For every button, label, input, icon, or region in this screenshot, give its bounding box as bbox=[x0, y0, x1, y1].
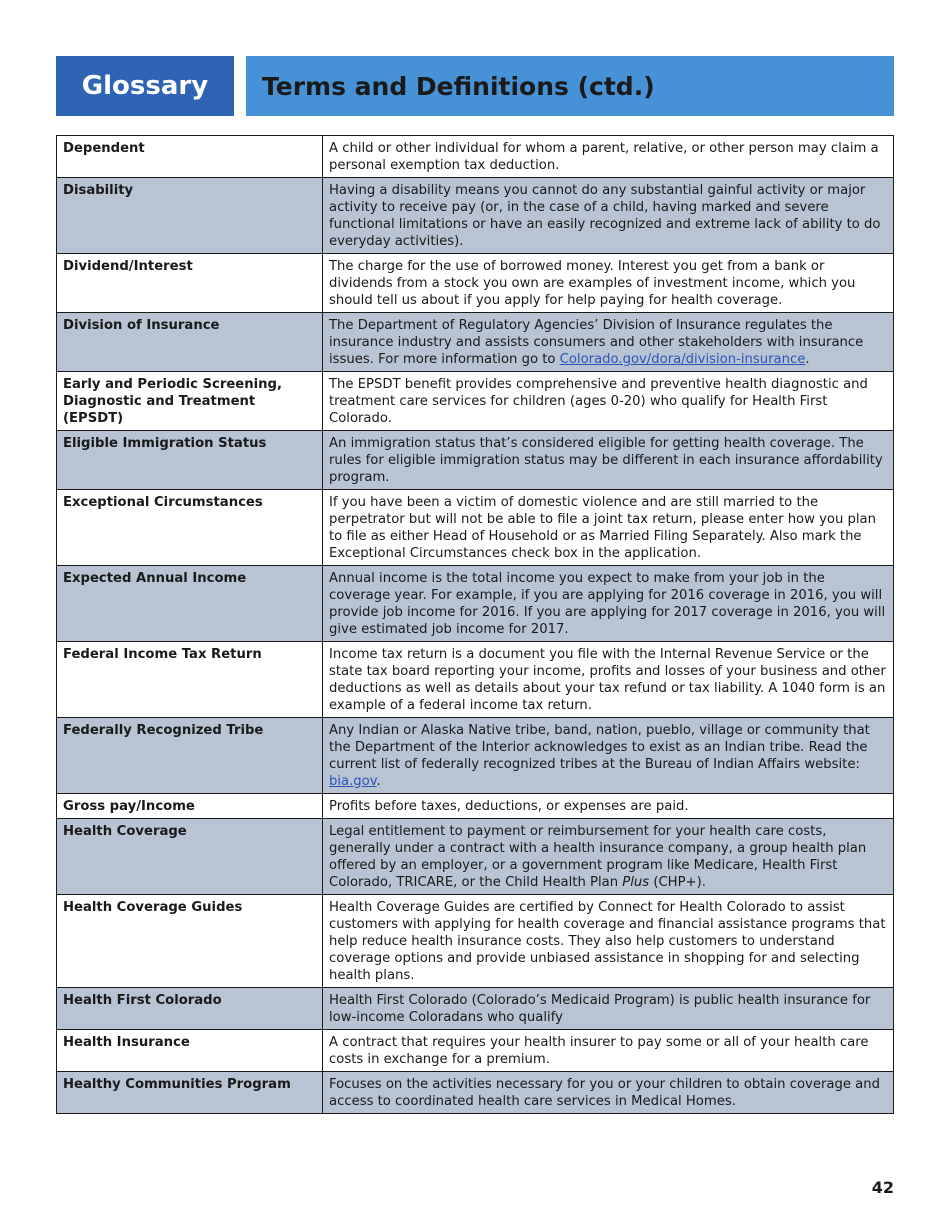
section-label: Glossary bbox=[56, 56, 234, 116]
term-cell: Gross pay/Income bbox=[57, 794, 323, 819]
definition-cell: Focuses on the activities necessary for you or your children to obtain coverage and access to coordinated health care services in Medical Homes. bbox=[323, 1072, 894, 1114]
definition-cell: The charge for the use of borrowed money. Interest you get from a bank or dividends from a stock you own are examples of investment income, which you should tell us about if you apply for help paying for health coverage. bbox=[323, 254, 894, 313]
table-row bbox=[57, 490, 894, 566]
definition-cell: An immigration status that’s considered eligible for getting health coverage. The rules for eligible immigration status may be different in each insurance affordability program. bbox=[323, 431, 894, 490]
division-insurance-link[interactable]: Colorado.gov/dora/division-insurance bbox=[559, 352, 806, 367]
definition-cell: A child or other individual for whom a parent, relative, or other person may claim a personal exemption tax deduction. bbox=[323, 136, 894, 178]
term-cell: Dependent bbox=[57, 136, 323, 178]
table-row bbox=[57, 819, 894, 895]
definition-cell: Health Coverage Guides are certified by Connect for Health Colorado to assist customers with applying for health coverage and financial assistance programs that help reduce health insurance costs. They also help customers to understand coverage options and provide unbiased assistance in shopping for and selecting health plans. bbox=[323, 895, 894, 988]
definition-text: Any Indian or Alaska Native tribe, band, nation, pueblo, village or community that the Department of the Interior acknowledges to exist as an Indian tribe. Read the current list of federally recognized tribes at the Bureau of Indian Affairs website: bbox=[329, 723, 870, 772]
definition-cell: A contract that requires your health insurer to pay some or all of your health care costs in exchange for a premium. bbox=[323, 1030, 894, 1072]
term-cell: Health Coverage bbox=[57, 819, 323, 895]
table-row bbox=[57, 642, 894, 718]
term-line: Early and Periodic Screening, bbox=[63, 377, 282, 392]
definition-cell bbox=[323, 718, 894, 794]
definition-cell: Profits before taxes, deductions, or expenses are paid. bbox=[323, 794, 894, 819]
definition-cell: If you have been a victim of domestic violence and are still married to the perpetrator but will not be able to file a joint tax return, please enter how you plan to file as either Head of Household or as Married Filing Separately. Also mark the Exceptional Circumstances check box in the application. bbox=[323, 490, 894, 566]
term-cell bbox=[57, 372, 323, 431]
definition-cell: Having a disability means you cannot do any substantial gainful activity or major activity to receive pay (or, in the case of a child, having marked and severe functional limitations or have an easily recognized and extreme lack of ability to do everyday activities). bbox=[323, 178, 894, 254]
table-row bbox=[57, 988, 894, 1030]
table-row bbox=[57, 1030, 894, 1072]
term-cell: Division of Insurance bbox=[57, 313, 323, 372]
page-number: 42 bbox=[871, 1178, 894, 1197]
definition-cell: Income tax return is a document you file with the Internal Revenue Service or the state tax board reporting your income, profits and losses of your business and other deductions as well as details about your tax refund or tax liability. A 1040 form is an example of a federal income tax return. bbox=[323, 642, 894, 718]
term-cell: Health Coverage Guides bbox=[57, 895, 323, 988]
term-cell: Expected Annual Income bbox=[57, 566, 323, 642]
table-row bbox=[57, 313, 894, 372]
term-cell: Eligible Immigration Status bbox=[57, 431, 323, 490]
table-row bbox=[57, 136, 894, 178]
glossary-table bbox=[56, 135, 894, 1114]
table-row bbox=[57, 372, 894, 431]
table-row bbox=[57, 718, 894, 794]
definition-cell: The EPSDT benefit provides comprehensive and preventive health diagnostic and treatment care services for children (ages 0-20) who qualify for Health First Colorado. bbox=[323, 372, 894, 431]
term-cell: Exceptional Circumstances bbox=[57, 490, 323, 566]
term-cell: Healthy Communities Program bbox=[57, 1072, 323, 1114]
table-row bbox=[57, 794, 894, 819]
term-line: Diagnostic and Treatment (EPSDT) bbox=[63, 394, 256, 426]
definition-italic: Plus bbox=[622, 875, 650, 890]
term-cell: Dividend/Interest bbox=[57, 254, 323, 313]
page-title: Terms and Definitions (ctd.) bbox=[246, 56, 894, 116]
definition-cell: Annual income is the total income you expect to make from your job in the coverage year. For example, if you are applying for 2016 coverage in 2016, you will provide job income for 2016. If you are applying for 2017 coverage in 2016, you will give estimated job income for 2017. bbox=[323, 566, 894, 642]
definition-cell bbox=[323, 819, 894, 895]
definition-cell bbox=[323, 313, 894, 372]
term-cell: Federally Recognized Tribe bbox=[57, 718, 323, 794]
table-row bbox=[57, 431, 894, 490]
page-header bbox=[56, 56, 894, 116]
definition-text: Legal entitlement to payment or reimbursement for your health care costs, generally under a contract with a health insurance company, a group health plan offered by an employer, or a government program like Medicare, Health First Colorado, TRICARE, or the Child Health Plan bbox=[329, 824, 867, 890]
definition-text-end: (CHP+). bbox=[649, 875, 706, 890]
table-row bbox=[57, 895, 894, 988]
term-cell: Federal Income Tax Return bbox=[57, 642, 323, 718]
definition-text-end: . bbox=[376, 774, 381, 789]
table-row bbox=[57, 1072, 894, 1114]
definition-cell: Health First Colorado (Colorado’s Medicaid Program) is public health insurance for low-income Coloradans who qualify bbox=[323, 988, 894, 1030]
table-row bbox=[57, 254, 894, 313]
definition-text-end: . bbox=[805, 352, 810, 367]
term-cell: Disability bbox=[57, 178, 323, 254]
table-row bbox=[57, 566, 894, 642]
term-cell: Health Insurance bbox=[57, 1030, 323, 1072]
definition-text: The Department of Regulatory Agencies’ Division of Insurance regulates the insurance industry and assists consumers and other stakeholders with insurance issues. For more information go to bbox=[329, 318, 864, 367]
term-cell: Health First Colorado bbox=[57, 988, 323, 1030]
bia-gov-link[interactable]: bia.gov bbox=[329, 774, 377, 789]
table-row bbox=[57, 178, 894, 254]
